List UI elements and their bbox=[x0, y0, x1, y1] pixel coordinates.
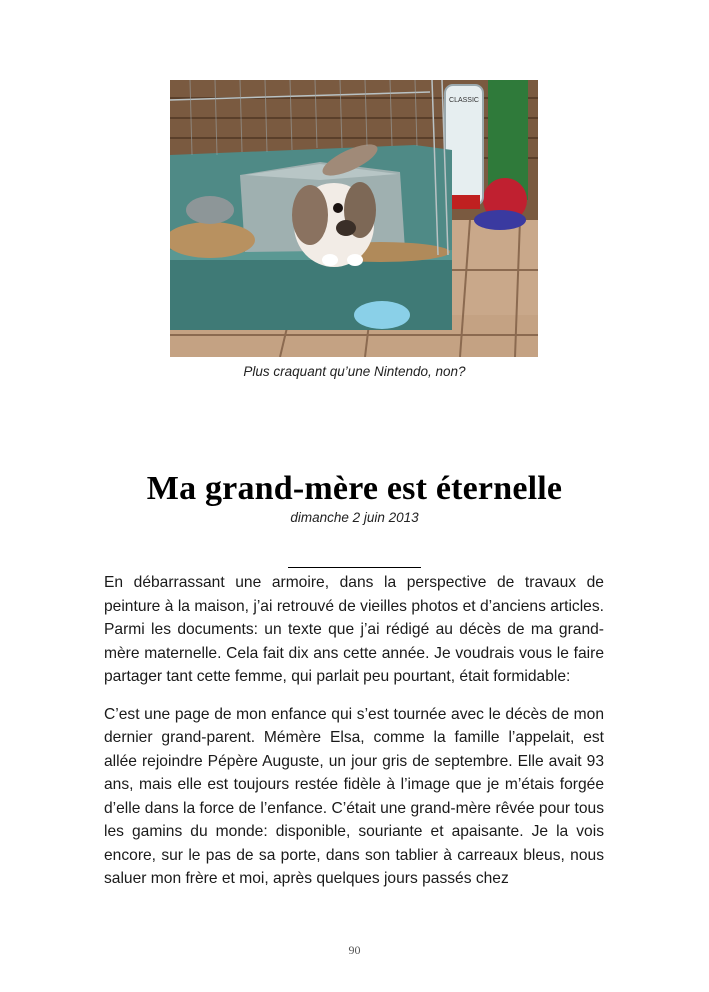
article-title: Ma grand-mère est éternelle bbox=[146, 470, 563, 507]
paragraph: En débarrassant une armoire, dans la perspective de travaux de peinture à la maison, j’ai retrouvé de vieilles photos et d’anciens articles. Parmi les documents: un texte que j’ai rédigé au décès de ma grand-mère maternelle. Cela fait dix ans cette année. Je voudrais vous le faire partager tant cette femme, qui parlait peu pourtant, était formidable: bbox=[104, 574, 604, 685]
paragraph: C’est une page de mon enfance qui s’est tournée avec le décès de mon dernier grand-parent. Mémère Elsa, comme la famille l’appelait, est allée rejoindre Pépère Auguste, un jour gris de septembre. Elle avait 93 ans, mais elle est toujours restée fidèle à l’image que je m’étais forgée d’elle dans la force de l’enfance. C’était une grand-mère rêvée pour tous les gamins du monde: disponible, souriante et apaisante. Je la vois encore, sur le pas de sa porte, dans son tablier à carreaux bleus, nous saluer mon frère et moi, après quelques jours passés chez bbox=[104, 705, 604, 887]
article-body bbox=[104, 571, 604, 905]
rabbit-photo bbox=[170, 80, 538, 357]
bottle-label: CLASSIC bbox=[449, 97, 479, 104]
page-number: 90 bbox=[348, 943, 361, 957]
photo-caption: Plus craquant qu’une Nintendo, non? bbox=[243, 364, 466, 379]
separator-rule bbox=[288, 567, 421, 568]
article-date: dimanche 2 juin 2013 bbox=[290, 510, 419, 525]
